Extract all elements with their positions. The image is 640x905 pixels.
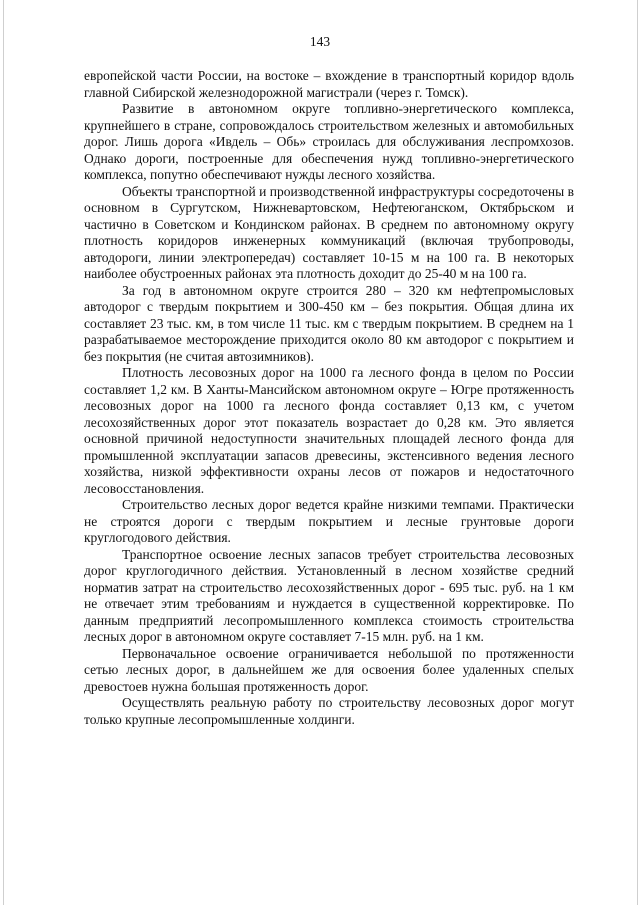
paragraph-continuation: европейской части России, на востоке – вхождение в транспортный коридор вдоль главной Сибирской железнодорожной магистрали (через г. Томск). xyxy=(84,68,574,100)
scan-edge-right xyxy=(637,0,638,905)
paragraph: Строительство лесных дорог ведется крайне низкими темпами. Практически не строятся дороги с твердым покрытием и лесные грунтовые дороги круглогодового действия. xyxy=(84,497,574,545)
paragraph: Объекты транспортной и производственной инфраструктуры сосредоточены в основном в Сургутском, Нижневартовском, Нефтеюганском, Октябрьском и частично в Советском и Кондинском районах. В среднем по автономному округу плотность коридоров инженерных коммуникаций (включая трубопроводы, автодороги, линии электропередач) составляет 10-15 м на 100 га. В некоторых наиболее обустроенных районах эта плотность доходит до 25-40 м на 100 га. xyxy=(84,183,574,281)
scan-edge-left xyxy=(3,0,4,905)
paragraph: За год в автономном округе строится 280 – 320 км нефтепромысловых автодорог с твердым покрытием и 300-450 км – без покрытия. Общая длина их составляет 23 тыс. км, в том числе 11 тыс. км с твердым покрытием. В среднем на 1 разрабатываемое месторождение приходится около 80 км автодорог с покрытием и без покрытия (не считая автозимников). xyxy=(84,282,574,364)
paragraph: Развитие в автономном округе топливно-энергетического комплекса, крупнейшего в стране, сопровождалось строительством железных и автомобильных дорог. Лишь дорога «Ивдель – Обь» строилась для обслуживания леспромхозов. Однако дороги, построенные для обеспечения нужд топливно-энергетического комплекса, попутно обеспечивают нужды лесного хозяйства. xyxy=(84,101,574,182)
paragraph: Первоначальное освоение ограничивается небольшой по протяженности сетью лесных дорог, в дальнейшем же для освоения более удаленных спелых древостоев нужна большая протяженность дорог. xyxy=(84,645,574,694)
page-number: 143 xyxy=(309,34,331,49)
paragraph: Плотность лесовозных дорог на 1000 га лесного фонда в целом по России составляет 1,2 км. В Ханты-Мансийском автономном округе – Югре протяженность лесовозных дорог на 1000 га лесного фонда составляет 0,13 км, с учетом лесохозяйственных дорог этот показатель возрастает до 0,28 км. Это является основной причиной недоступности значительных площадей лесного фонда для промышленной эксплуатации запасов древесины, экстенсивного ведения лесного хозяйства, низкой эффективности охраны лесов от пожаров и недостаточного лесовосстановления. xyxy=(84,365,574,496)
paragraph: Транспортное освоение лесных запасов требует строительства лесовозных дорог круглогодичного действия. Установленный в лесном хозяйстве средний норматив затрат на строительство лесохозяйственных дорог - 695 тыс. руб. на 1 км не отвечает этим требованиям и нуждается в существенной корректировке. По данным предприятий лесопромышленного комплекса стоимость строительства лесных дорог в автономном округе составляет 7-15 млн. руб. на 1 км. xyxy=(84,546,574,644)
paragraph: Осуществлять реальную работу по строительству лесовозных дорог могут только крупные лесопромышленные холдинги. xyxy=(84,695,574,727)
body-text xyxy=(84,68,574,728)
